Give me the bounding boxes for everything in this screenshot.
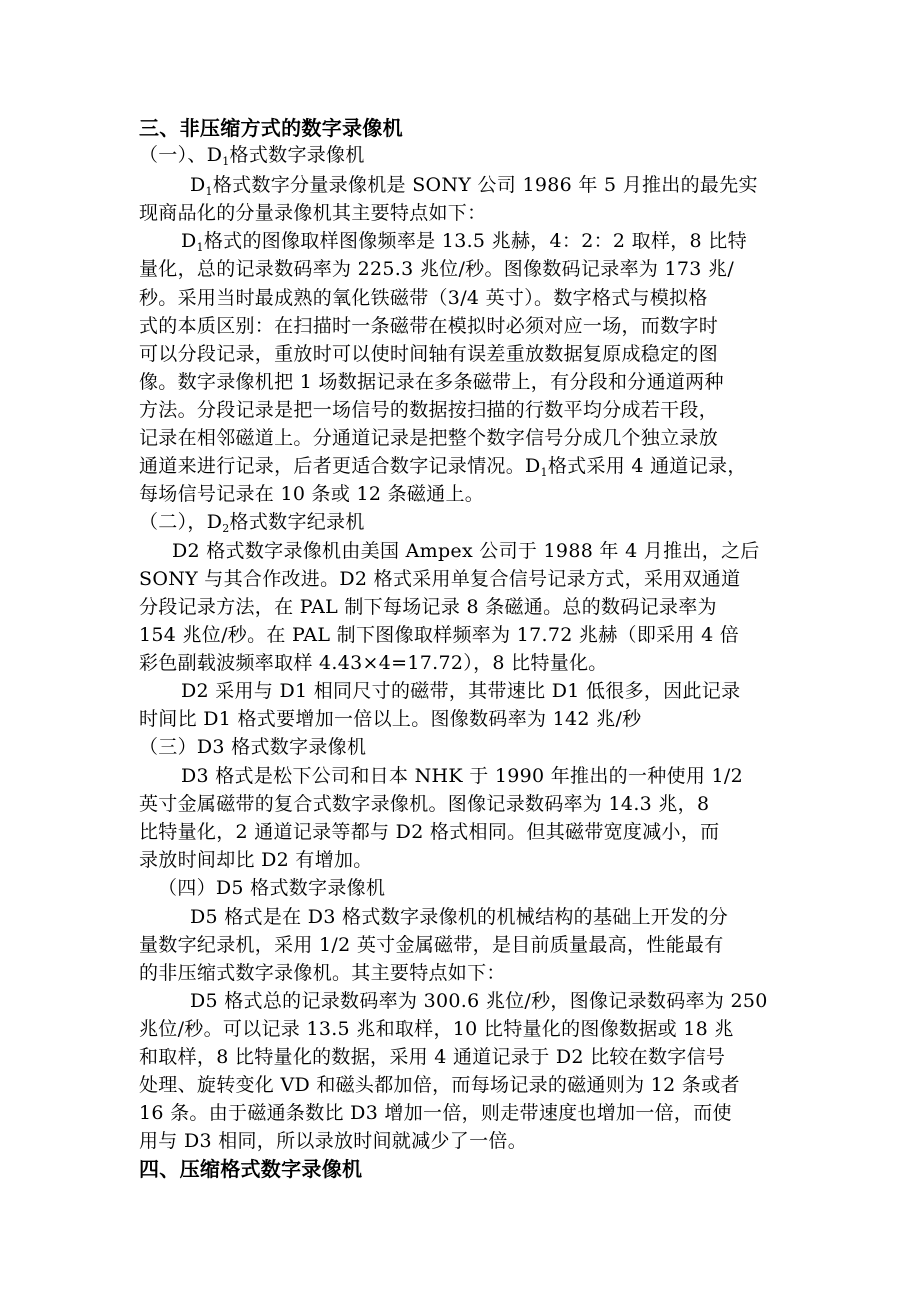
d5-para1-line-1: D5 格式是在 D3 格式数字录像机的机械结构的基础上开发的分 — [190, 906, 729, 928]
d1-intro-line-2: 现商品化的分量录像机其主要特点如下： — [139, 202, 487, 224]
d1-intro-line-1: $D_1$格式数字分量录像机是 SONY 公司 1986 年 5 月推出的最先实 — [190, 174, 758, 198]
d5-para1-line-3: 的非压缩式数字录像机。其主要特点如下： — [139, 962, 506, 984]
d2-heading: （二），$D_2$格式数字纪录机 — [139, 511, 365, 535]
d2-para1-line-2: SONY 与其合作改进。D2 格式采用单复合信号记录方式，采用双通道 — [139, 568, 741, 590]
d5-para2-line-5: 16 条。由于磁通条数比 D3 增加一倍，则走带速度也增加一倍，而使 — [139, 1102, 732, 1124]
d1-para-line-8: 记录在相邻磁道上。分通道记录是把整个数字信号分成几个独立录放 — [139, 427, 719, 449]
d5-para2-line-1: D5 格式总的记录数码率为 300.6 兆位/秒，图像记录数码率为 250 — [190, 990, 768, 1012]
d1-para-line-2: 量化，总的记录数码率为 225.3 兆位/秒。图像数码记录率为 173 兆/ — [139, 258, 735, 280]
d3-para-line-2: 英寸金属磁带的复合式数字录像机。图像记录数码率为 14.3 兆，8 — [139, 793, 710, 815]
d3-para-line-3: 比特量化，2 通道记录等都与 D2 格式相同。但其磁带宽度减小，而 — [139, 821, 720, 843]
section-3-title: 三、非压缩方式的数字录像机 — [139, 116, 403, 140]
d5-para2-line-4: 处理、旋转变化 VD 和磁头都加倍，而每场记录的磁通则为 12 条或者 — [139, 1074, 740, 1096]
d5-para2-line-6: 用与 D3 相同，所以录放时间就减少了一倍。 — [139, 1130, 528, 1152]
d1-para-line-5: 可以分段记录，重放时可以使时间轴有误差重放数据复原成稳定的图 — [139, 343, 719, 365]
d1-para-line-9: 通道来进行记录，后者更适合数字记录情况。$D_1$格式采用 4 通道记录， — [139, 455, 747, 479]
d5-para2-line-2: 兆位/秒。可以记录 13.5 兆和取样，10 比特量化的图像数据或 18 兆 — [139, 1018, 734, 1040]
d5-para1-line-2: 量数字纪录机，采用 1/2 英寸金属磁带，是目前质量最高，性能最有 — [139, 934, 724, 956]
d2-para2-line-2: 时间比 D1 格式要增加一倍以上。图像数码率为 142 兆/秒 — [139, 708, 642, 730]
d1-para-line-6: 像。数字录像机把 1 场数据记录在多条磁带上，有分段和分通道两种 — [139, 371, 724, 393]
section-4-title: 四、压缩格式数字录像机 — [139, 1157, 363, 1181]
d1-heading: （一）、$D_1$格式数字录像机 — [139, 144, 365, 168]
d1-para-line-1: $D_1$格式的图像取样图像频率是 13.5 兆赫，4：2：2 取样，8 比特 — [181, 230, 747, 254]
d2-para1-line-3: 分段记录方法，在 PAL 制下每场记录 8 条磁通。总的数码记录率为 — [139, 596, 717, 618]
d5-heading: （四）D5 格式数字录像机 — [158, 877, 386, 899]
d3-heading: （三）D3 格式数字录像机 — [139, 736, 367, 758]
d1-para-line-7: 方法。分段记录是把一场信号的数据按扫描的行数平均分成若干段， — [139, 399, 719, 421]
d1-para-line-3: 秒。采用当时最成熟的氧化铁磁带（3/4 英寸）。数字格式与模拟格 — [139, 287, 708, 309]
d3-para-line-4: 录放时间却比 D2 有增加。 — [139, 849, 373, 871]
d2-para1-line-1: D2 格式数字录像机由美国 Ampex 公司于 1988 年 4 月推出，之后 — [172, 540, 760, 562]
d3-para-line-1: D3 格式是松下公司和日本 NHK 于 1990 年推出的一种使用 1/2 — [181, 765, 743, 787]
d2-para2-line-1: D2 采用与 D1 相同尺寸的磁带，其带速比 D1 低很多，因此记录 — [181, 680, 741, 702]
d2-para1-line-5: 彩色副载波频率取样 4.43×4=17.72），8 比特量化。 — [139, 652, 608, 674]
d2-para1-line-4: 154 兆位/秒。在 PAL 制下图像取样频率为 17.72 兆赫（即采用 4 倍 — [139, 624, 740, 646]
d5-para2-line-3: 和取样，8 比特量化的数据，采用 4 通道记录于 D2 比较在数字信号 — [139, 1046, 726, 1068]
d1-para-line-4: 式的本质区别：在扫描时一条磁带在模拟时必须对应一场，而数字时 — [139, 315, 719, 337]
d1-para-line-10: 每场信号记录在 10 条或 12 条磁通上。 — [139, 483, 485, 505]
